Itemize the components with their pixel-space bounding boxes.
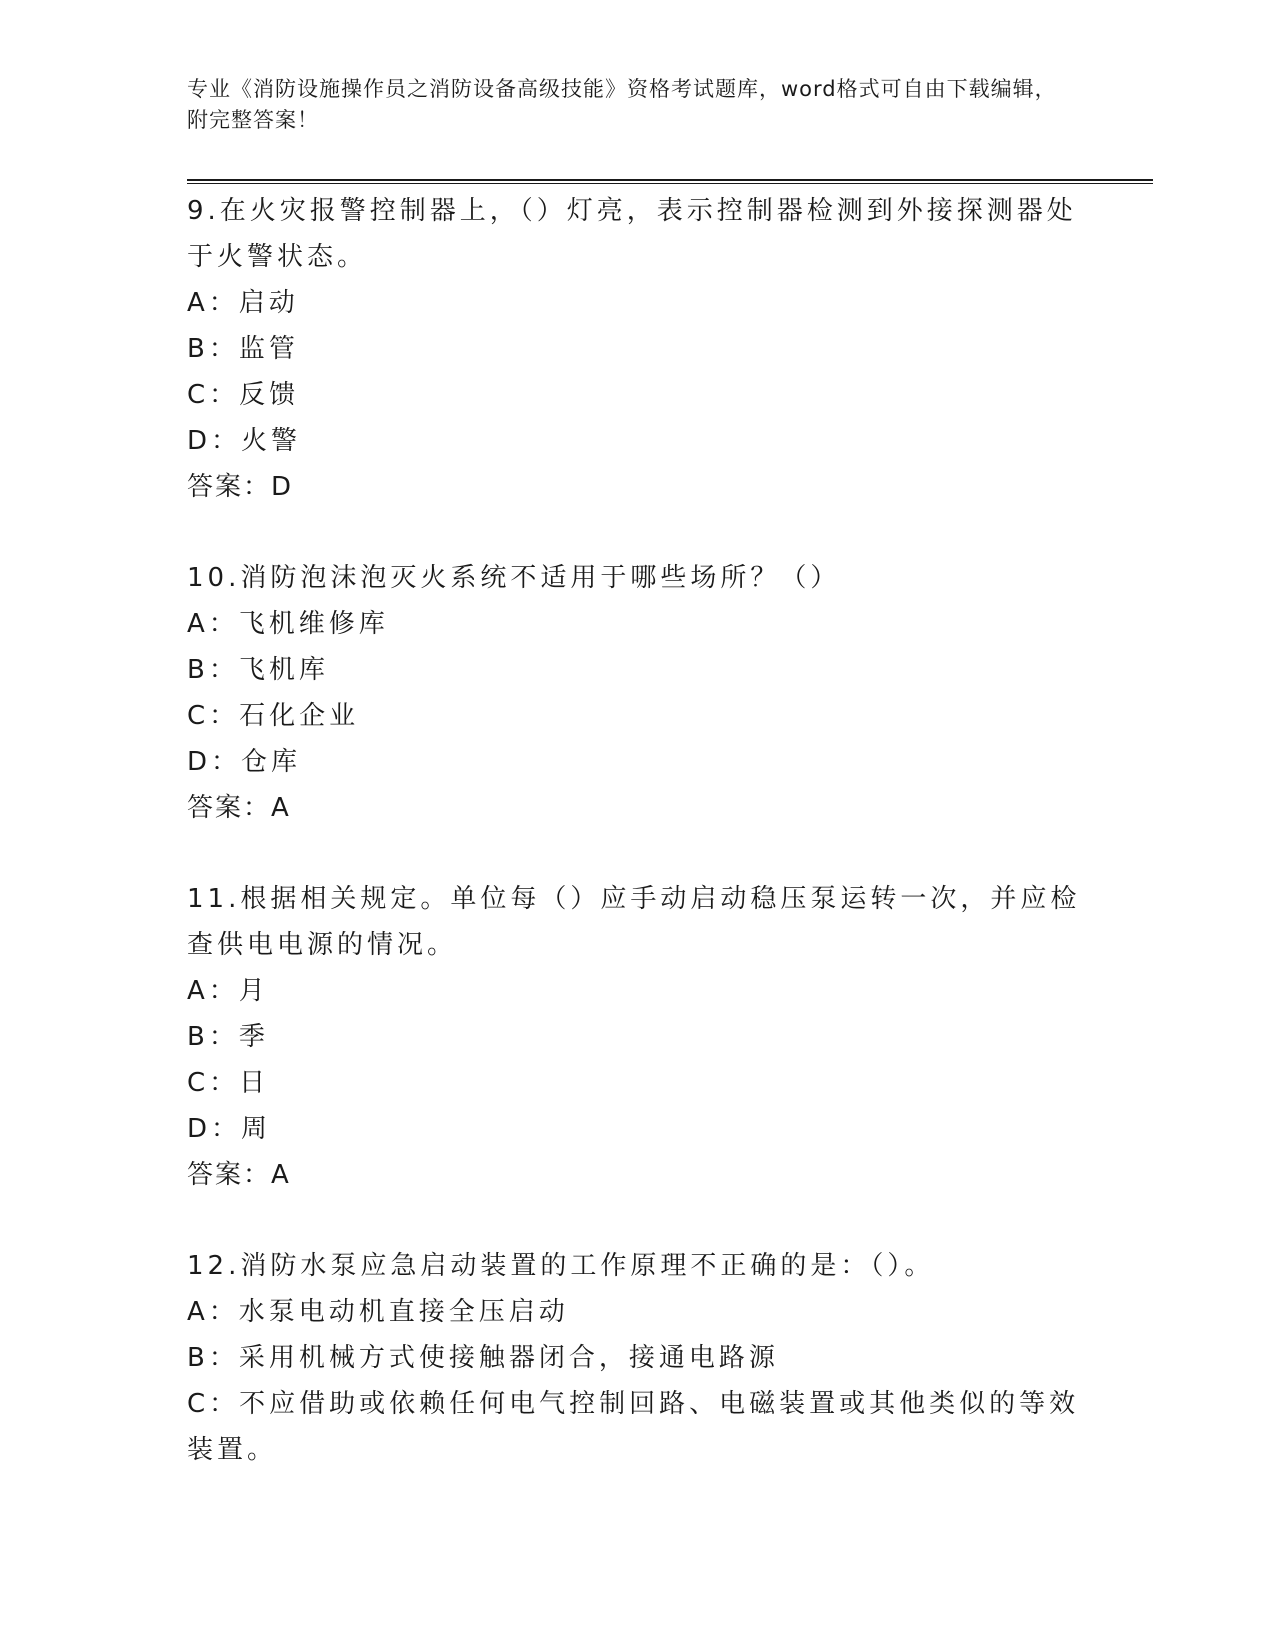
option-b: B：飞机库 [187,655,329,685]
header-divider-thin [187,183,1153,184]
header-divider-thick [187,179,1153,181]
answer-line: 答案：D [187,472,294,502]
option-b: B：季 [187,1022,269,1052]
answer-line: 答案：A [187,1160,291,1190]
option-b: B：监管 [187,334,299,364]
question-stem: 9.在火灾报警控制器上，（）灯亮，表示控制器检测到外接探测器处于火警状态。 [187,196,1077,272]
option-a: A：飞机维修库 [187,609,389,639]
option-c: C：日 [187,1068,270,1098]
option-d: D：周 [187,1114,272,1144]
question-list [187,188,1087,1518]
option-d: D：火警 [187,426,302,456]
option-c: C：石化企业 [187,701,360,731]
document-header-intro: 专业《消防设施操作员之消防设备高级技能》资格考试题库，word格式可自由下载编辑，附完整答案！ [187,77,1057,132]
option-c: C：反馈 [187,380,300,410]
option-a: A：启动 [187,288,299,318]
option-c: C：不应借助或依赖任何电气控制回路、电磁装置或其他类似的等效装置。 [187,1389,1080,1465]
question-9 [187,188,1087,510]
question-11 [187,876,1087,1198]
question-12 [187,1243,1087,1473]
question-stem: 12.消防水泵应急启动装置的工作原理不正确的是：（）。 [187,1251,935,1281]
answer-line: 答案：A [187,793,291,823]
question-10 [187,555,1087,831]
option-a: A：水泵电动机直接全压启动 [187,1297,569,1327]
option-d: D：仓库 [187,747,302,777]
question-stem: 11.根据相关规定。单位每（）应手动启动稳压泵运转一次，并应检查供电电源的情况。 [187,884,1081,960]
option-a: A：月 [187,976,269,1006]
option-b: B：采用机械方式使接触器闭合，接通电路源 [187,1343,779,1373]
question-stem: 10.消防泡沫泡灭火系统不适用于哪些场所？（） [187,563,841,593]
